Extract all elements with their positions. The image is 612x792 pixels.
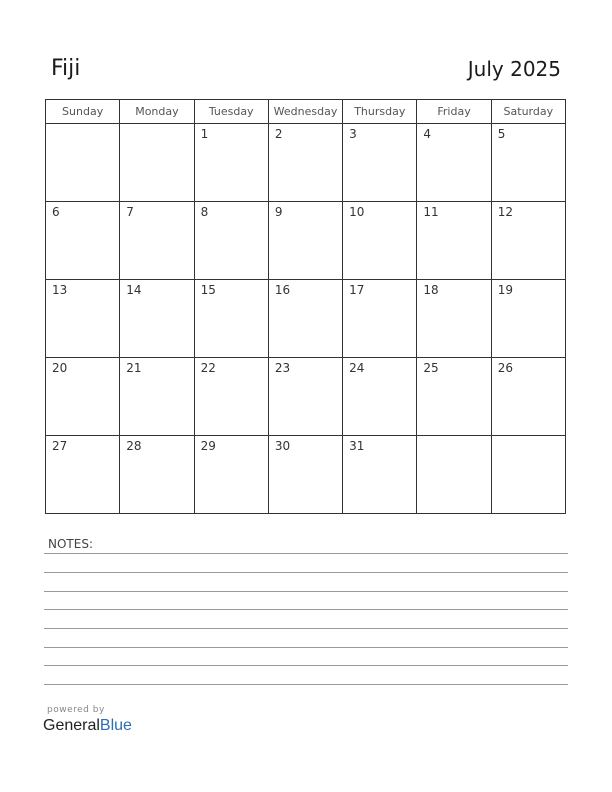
day-number: 11 (423, 205, 439, 219)
weekday-monday: Monday (120, 100, 194, 124)
day-number: 2 (274, 127, 283, 141)
day-cell (46, 124, 120, 202)
weekday-sunday: Sunday (46, 100, 120, 124)
day-cell (491, 358, 565, 436)
day-number (417, 436, 490, 439)
day-cell (46, 358, 120, 436)
day-cell (194, 436, 268, 514)
day-cell (46, 280, 120, 358)
day-number: 18 (423, 283, 439, 297)
brand-name-part2: Blue (99, 717, 132, 734)
day-number: 28 (126, 439, 142, 453)
day-cell (417, 436, 491, 514)
day-number: 26 (497, 361, 513, 375)
note-line (44, 591, 568, 592)
day-number: 8 (200, 205, 209, 219)
day-number: 15 (200, 283, 216, 297)
day-cell (343, 202, 417, 280)
day-number: 9 (274, 205, 283, 219)
day-number: 14 (126, 283, 142, 297)
day-cell (46, 436, 120, 514)
day-number: 10 (349, 205, 365, 219)
weekday-header-row (46, 100, 566, 124)
day-number: 27 (52, 439, 68, 453)
powered-by-text: powered by (47, 705, 105, 715)
day-cell (268, 358, 342, 436)
day-cell (194, 280, 268, 358)
note-line (44, 684, 568, 685)
day-number: 23 (274, 361, 291, 375)
brand-name-part1: General (43, 717, 100, 734)
calendar-grid (45, 99, 566, 514)
day-number: 17 (349, 283, 365, 297)
day-number: 29 (200, 439, 216, 453)
weekday-thursday: Thursday (343, 100, 417, 124)
day-cell (194, 124, 268, 202)
week-row (46, 358, 566, 436)
day-cell (120, 358, 194, 436)
day-number: 12 (497, 205, 513, 219)
day-number: 7 (126, 205, 134, 219)
day-cell (268, 436, 342, 514)
day-cell (491, 202, 565, 280)
brand-logo (43, 717, 132, 735)
day-number: 25 (423, 361, 439, 375)
weekday-friday: Friday (417, 100, 491, 124)
notes-label: NOTES: (48, 537, 93, 551)
note-line (44, 609, 568, 610)
week-row (46, 436, 566, 514)
calendar-country-title: Fiji (51, 56, 81, 81)
day-cell (120, 436, 194, 514)
day-cell (120, 124, 194, 202)
weekday-wednesday: Wednesday (268, 100, 342, 124)
day-cell (268, 124, 342, 202)
week-row (46, 202, 566, 280)
day-number: 30 (274, 439, 291, 453)
day-number: 13 (52, 283, 68, 297)
day-cell (417, 202, 491, 280)
day-number: 4 (423, 127, 432, 141)
day-number: 20 (52, 361, 68, 375)
day-cell (120, 280, 194, 358)
day-number (492, 436, 565, 439)
day-number: 3 (349, 127, 357, 141)
day-cell (194, 358, 268, 436)
day-cell (268, 280, 342, 358)
note-line (44, 665, 568, 666)
day-cell (46, 202, 120, 280)
day-cell (417, 124, 491, 202)
day-cell (491, 124, 565, 202)
day-cell (343, 124, 417, 202)
day-cell (491, 436, 565, 514)
day-cell (120, 202, 194, 280)
day-number: 5 (497, 127, 506, 141)
day-number: 19 (497, 283, 513, 297)
weekday-tuesday: Tuesday (194, 100, 268, 124)
calendar-month-year: July 2025 (467, 57, 561, 81)
day-cell (491, 280, 565, 358)
day-cell (194, 202, 268, 280)
day-number (46, 124, 119, 127)
day-cell (343, 358, 417, 436)
day-cell (343, 280, 417, 358)
week-row (46, 280, 566, 358)
note-line (44, 647, 568, 648)
day-number: 6 (52, 205, 60, 219)
weekday-saturday: Saturday (491, 100, 565, 124)
day-number: 16 (274, 283, 291, 297)
day-number: 1 (200, 127, 209, 141)
day-number: 24 (349, 361, 365, 375)
day-number: 22 (200, 361, 216, 375)
note-line (44, 553, 568, 554)
day-cell (268, 202, 342, 280)
day-number (120, 124, 193, 127)
day-number: 31 (349, 439, 365, 453)
note-line (44, 628, 568, 629)
day-cell (417, 358, 491, 436)
day-cell (343, 436, 417, 514)
note-line (44, 572, 568, 573)
day-number: 21 (126, 361, 142, 375)
week-row (46, 124, 566, 202)
day-cell (417, 280, 491, 358)
